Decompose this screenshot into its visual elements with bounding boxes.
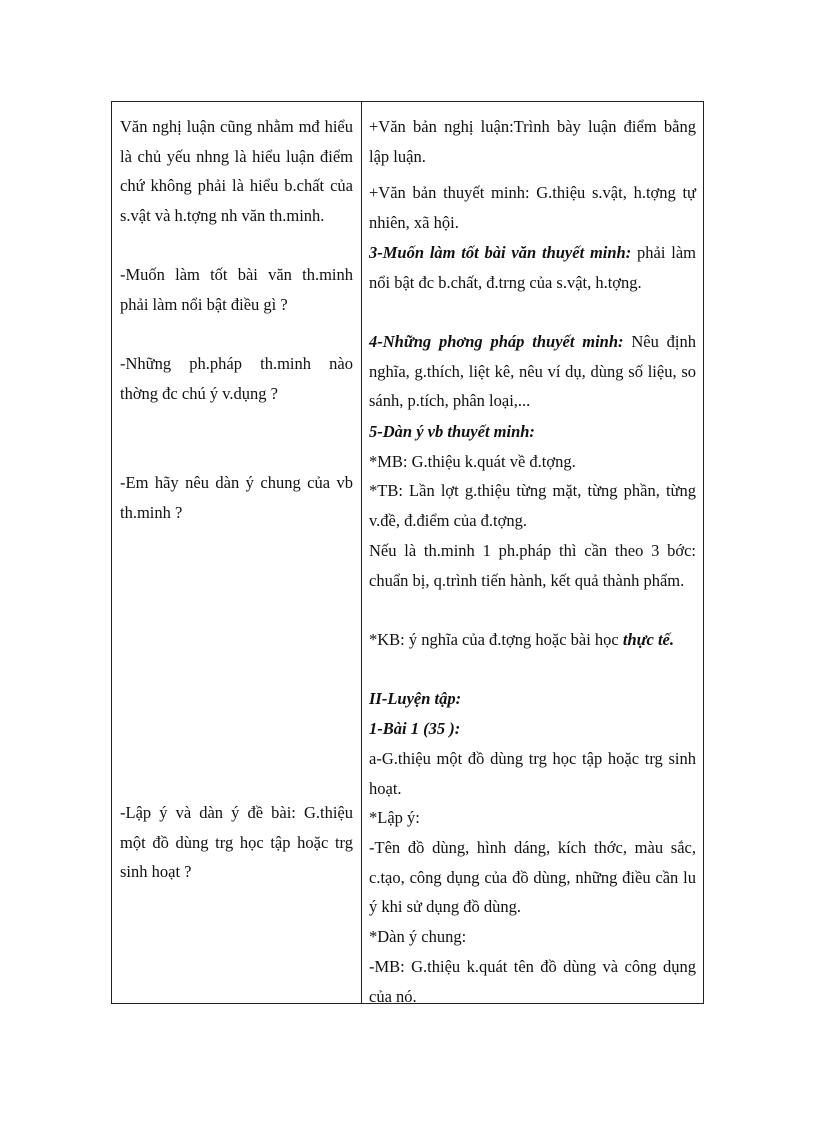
section-3-heading: 3-Muốn làm tốt bài văn thuyết minh: [369, 243, 632, 262]
outline-kb [369, 625, 696, 655]
section-3 [369, 238, 696, 297]
dan-y-chung-heading: *Dàn ý chung: [369, 927, 467, 946]
dan-y-mb: -MB: G.thiệu k.quát tên đồ dùng và công dụng của nó. [369, 957, 696, 1006]
answer-column [362, 102, 703, 1006]
content-table [111, 101, 704, 1004]
exercise-1-heading: 1-Bài 1 (35 ): [369, 719, 461, 738]
section-5-heading: 5-Dàn ý vb thuyết minh: [369, 422, 535, 441]
exercise-1-a: a-G.thiệu một đồ dùng trg học tập hoặc trg sinh hoạt. [369, 749, 696, 798]
section-4 [369, 327, 696, 416]
question-2: -Muốn làm tốt bài văn th.minh phải làm nổi bật điều gì ? [120, 265, 353, 314]
lap-y-content: -Tên đồ dùng, hình dáng, kích thớc, màu sắc, c.tạo, công dụng của đồ dùng, những điều cần lu ý khi sử dụng đồ dùng. [369, 838, 696, 917]
section-3-body: phải làm nổi bật đc b.chất, đ.trng của s.vật, h.tợng. [369, 243, 697, 292]
outline-kb-bold: thực tế. [622, 630, 675, 649]
outline-tb-note: Nếu là th.minh 1 ph.pháp thì cần theo 3 bớc: chuẩn bị, q.trình tiến hành, kết quả thành phẩm. [369, 541, 696, 590]
answer-thuyet-minh: +Văn bản thuyết minh: G.thiệu s.vật, h.tợng tự nhiên, xã hội. [369, 183, 696, 232]
outline-tb: *TB: Lần lợt g.thiệu từng mặt, từng phần, từng v.đề, đ.điểm của đ.tợng. [369, 481, 696, 530]
section-4-body: Nêu định nghĩa, g.thích, liệt kê, nêu ví dụ, dùng số liệu, so sánh, p.tích, phân loại,... [369, 332, 697, 411]
question-column [112, 102, 362, 1003]
outline-kb-text: *KB: ý nghĩa của đ.tợng hoặc bài học [369, 630, 623, 649]
outline-mb: *MB: G.thiệu k.quát về đ.tợng. [369, 452, 576, 471]
practice-heading: II-Luyện tập: [369, 689, 462, 708]
question-4: -Em hãy nêu dàn ý chung của vb th.minh ? [120, 473, 353, 522]
question-5: -Lập ý và dàn ý đề bài: G.thiệu một đồ dùng trg học tập hoặc trg sinh hoạt ? [120, 803, 353, 882]
answer-nghi-luan: +Văn bản nghị luận:Trình bày luận điểm bằng lập luận. [369, 117, 696, 166]
lap-y-heading: *Lập ý: [369, 808, 420, 827]
section-4-heading: 4-Những phơng pháp thuyết minh: [369, 332, 624, 351]
question-1: Văn nghị luận cũng nhằm mđ hiểu là chủ yếu nhng là hiểu luận điểm chứ không phải là hiểu b.chất của s.vật và h.tợng nh văn th.minh. [120, 117, 353, 225]
question-3: -Những ph.pháp th.minh nào thờng đc chú ý v.dụng ? [120, 354, 353, 403]
